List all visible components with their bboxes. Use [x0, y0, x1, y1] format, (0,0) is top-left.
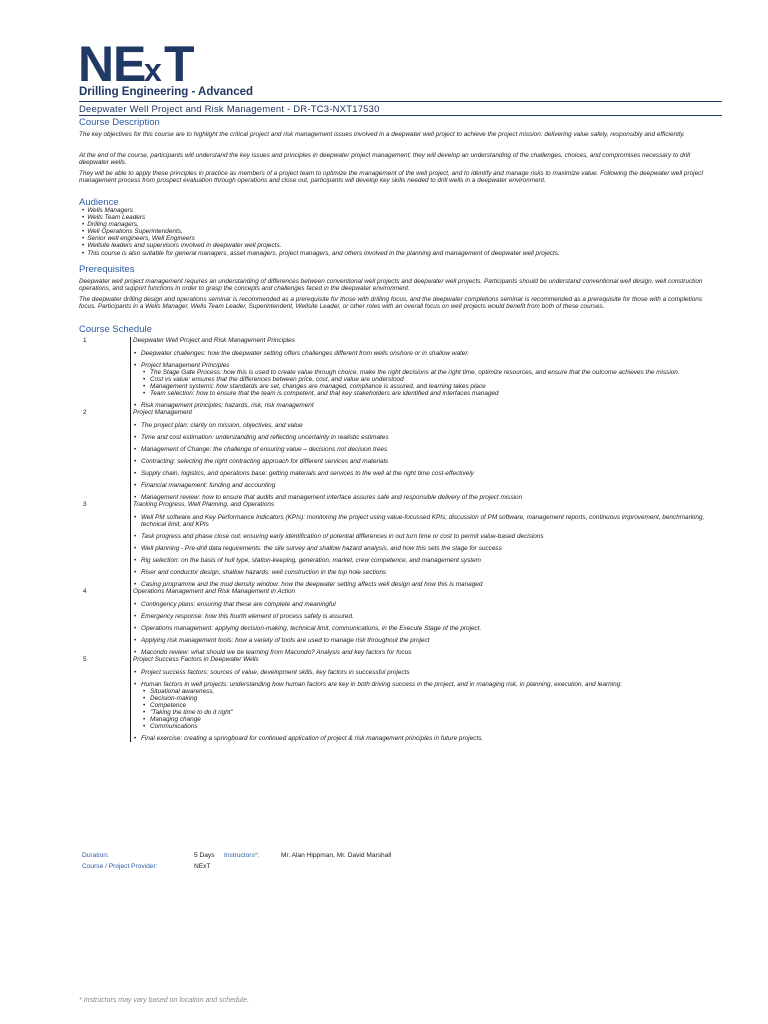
list-item: • Wells Team Leaders	[82, 214, 722, 221]
module-topic	[141, 569, 722, 576]
duration-value: 5 Days	[194, 852, 215, 859]
module-topic	[141, 613, 722, 620]
module-topic	[141, 557, 722, 564]
header-rule	[79, 101, 722, 102]
provider-value: NExT	[194, 863, 211, 870]
module-number: 1	[83, 337, 87, 344]
module-body	[130, 501, 722, 588]
topic-text: Applying risk management tools: how a variety of tools are used to manage risk throughout the project	[141, 637, 430, 644]
module-number: 4	[83, 588, 87, 595]
subtopic: • Team selection: how to ensure that the team is competent, and that key stakeholders are identified and interfaces managed	[150, 390, 722, 397]
module-topic	[141, 625, 722, 632]
subtopic: • Decision-making	[150, 695, 722, 702]
module-topic	[141, 494, 722, 501]
module-body	[130, 409, 722, 501]
module-topic-list	[133, 669, 722, 742]
module-topic	[141, 402, 722, 409]
topic-text: The project plan: clarity on mission, objectives, and value	[141, 422, 303, 429]
svg-text:T: T	[164, 36, 195, 84]
description-heading: Course Description	[79, 117, 160, 128]
module-title: Project Management	[133, 409, 192, 416]
topic-text: Macondo review: what should we be learning from Macondo? Analysis and key factors for focus	[141, 649, 412, 656]
subtopic: • Communications	[150, 723, 722, 730]
topic-text: Well PM software and Key Performance Indicators (KPIs): monitoring the project using value-focussed KPIs; discussion of PM software, management reports, continuous improvement, benchmarking, technical limit, and KPIs	[141, 514, 705, 528]
list-item: • Senior well engineers, Well Engineers	[82, 235, 722, 242]
module-number: 5	[83, 656, 87, 663]
module-topic	[141, 545, 722, 552]
prerequisites-paragraph: The deepwater drilling design and operations seminar is recommended as a prerequisite for those with drilling focus, and the deepwater completions seminar is recommended as a prerequisite for those with a completions focus. Participants in a Wells Manager, Wells Team Leader, Superintendent, Wellsite Leader, or other roles with an overall focus on well projects would benefit from both of these courses.	[79, 296, 703, 311]
prerequisites-heading: Prerequisites	[79, 264, 135, 275]
topic-text: Supply chain, logistics, and operations base: getting materials and services to the well at the right time cost-effectively	[141, 470, 474, 477]
module-topic	[141, 533, 722, 540]
next-logo	[78, 36, 204, 84]
module-topic	[141, 735, 722, 742]
subtopic-list	[141, 369, 722, 397]
subtopic: • Cost vs value: ensures that the differences between price, cost, and value are understood	[150, 376, 722, 383]
topic-text: Human factors in well projects: understanding how human factors are key in both driving success in the project, and in managing risk, in planning, execution, and learning:	[141, 681, 622, 688]
title-rule	[79, 115, 722, 116]
module-number: 3	[83, 501, 87, 508]
module-topic-list	[133, 422, 722, 501]
description-paragraph: The key objectives for this course are to highlight the critical project and risk management issues involved in a deepwater well project to achieve the project mission: delivering value safely, responsibly and efficiently.	[79, 131, 685, 138]
list-item: • Well Operations Superintendents,	[82, 228, 722, 235]
course-title: Deepwater Well Project and Risk Management - DR-TC3-NXT17530	[79, 104, 380, 115]
list-item: • This course is also suitable for general managers, asset managers, project managers, and others involved in the planning and management of deepwater well projects.	[82, 250, 722, 257]
module-topic	[141, 422, 722, 429]
module-topic-list	[133, 514, 722, 588]
module-body	[130, 656, 722, 742]
module-topic	[141, 637, 722, 644]
module-topic-list	[133, 350, 722, 409]
module-topic	[141, 681, 722, 730]
module-topic	[141, 458, 722, 465]
module-title: Project Success Factors in Deepwater Wells	[133, 656, 259, 663]
subtopic: • "Taking the time to do it right"	[150, 709, 722, 716]
subtopic: • Situational awareness,	[150, 688, 722, 695]
list-item: • Wellsite leaders and supervisors involved in deepwater well projects.	[82, 242, 722, 249]
subtopic: • The Stage Gate Process: how this is used to create value through choice, make the right decisions at the right time, optimize resources, and ensure that the outcome achieves the mission.	[150, 369, 722, 376]
topic-text: Deepwater challenges: how the deepwater setting offers challenges different from wells onshore or in shallow water.	[141, 350, 469, 357]
module-topic	[141, 482, 722, 489]
provider-label: Course / Project Provider:	[82, 863, 158, 870]
description-paragraph: At the end of the course, participants will understand the key issues and principles in deepwater project management; they will develop an understanding of the challenges, choices, and compromises necessary to drill deepwater wells.	[79, 152, 691, 167]
module-topic	[141, 514, 722, 528]
schedule-module	[79, 588, 722, 656]
audience-heading: Audience	[79, 197, 119, 208]
schedule-module	[79, 409, 722, 501]
svg-text:x: x	[144, 52, 162, 84]
module-topic	[141, 362, 722, 397]
module-body	[130, 337, 722, 409]
schedule-module	[79, 337, 722, 409]
topic-text: Task progress and phase close out: ensuring early identification of potential differences in out turn time or cost to permit value-based decisions	[141, 533, 544, 540]
topic-text: Riser and conductor design, shallow hazards: well construction in the top hole sections	[141, 569, 387, 576]
course-schedule	[79, 337, 722, 742]
module-topic	[141, 649, 722, 656]
subtopic-list	[141, 688, 722, 730]
module-title: Deepwater Well Project and Risk Management Principles	[133, 337, 295, 344]
schedule-module	[79, 656, 722, 742]
topic-text: Contracting: selecting the right contracting approach for different services and materials	[141, 458, 389, 465]
module-number: 2	[83, 409, 87, 416]
module-topic-list	[133, 601, 722, 656]
subtopic: • Competence	[150, 702, 722, 709]
duration-label: Duration:	[82, 852, 109, 859]
topic-text: Final exercise: creating a springboard for continued application of project & risk management principles in future projects.	[141, 735, 484, 742]
topic-text: Contingency plans: ensuring that these are complete and meaningful	[141, 601, 336, 608]
svg-text:N: N	[78, 36, 112, 84]
subtopic: • Managing change	[150, 716, 722, 723]
topic-text: Risk management principles; hazards, risk, risk management	[141, 402, 314, 409]
module-topic	[141, 446, 722, 453]
prerequisites-paragraph: Deepwater well project management requires an understanding of differences between conventional well projects and deepwater well projects. Participants should be understand conventional well design, well construction operations, and support functions in order to grasp the concepts and challenges faced in the deepwater environment.	[79, 278, 703, 293]
audience-list	[82, 207, 722, 257]
topic-text: Well planning - Pre-drill data requirements: the site survey and shallow hazard analysis, and how this sets the stage for success	[141, 545, 502, 552]
topic-text: Financial management: funding and accounting	[141, 482, 276, 489]
module-topic	[141, 470, 722, 477]
module-title: Operations Management and Risk Management in Action	[133, 588, 296, 595]
instructors-label: Instructors*:	[224, 852, 260, 859]
module-topic	[141, 601, 722, 608]
module-body	[130, 588, 722, 656]
topic-text: Project success factors: sources of value, development skills, key factors in successful projects	[141, 669, 410, 676]
description-paragraph: They will be able to apply these principles in practice as members of a project team to optimize the management of the well project, and to identify and manage risks to maximize value. Following the deepwater well project management process from prospect evaluation through operations and close out, participants will develop key skills needed to drill wells in a deepwater environment.	[79, 170, 704, 185]
module-topic	[141, 669, 722, 676]
topic-text: Rig selection: on the basis of hull type, station-keeping, generation, market, crew competence, and management system	[141, 557, 481, 564]
topic-text: Project Management Principles	[141, 362, 230, 369]
topic-text: Emergency response: how this fourth element of process safety is assured.	[141, 613, 354, 620]
module-topic	[141, 350, 722, 357]
subtopic: • Management systems: how standards are set, changes are managed, compliance is assured, and learning takes place	[150, 383, 722, 390]
module-topic	[141, 434, 722, 441]
module-topic	[141, 581, 722, 588]
list-item: • Wells Managers	[82, 207, 722, 214]
module-title: Tracking Progress, Well Planning, and Operations	[133, 501, 275, 508]
instructors-footnote: * Instructors may vary based on location and schedule.	[79, 997, 250, 1004]
svg-text:E: E	[113, 36, 144, 84]
topic-text: Management of Change: the challenge of ensuring value – decisions not decision trees	[141, 446, 388, 453]
topic-text: Management review: how to ensure that audits and management interface assures safe and responsible delivery of the project mission	[141, 494, 523, 501]
topic-text: Operations management: applying decision-making, technical limit, communications, in the Execute Stage of the project.	[141, 625, 482, 632]
topic-text: Casing programme and the mud density window: how the deepwater setting affects well design and how this is managed	[141, 581, 483, 588]
subject-title: Drilling Engineering - Advanced	[79, 86, 254, 98]
topic-text: Time and cost estimation: understanding and reflecting uncertainty in realistic estimates	[141, 434, 389, 441]
schedule-module	[79, 501, 722, 588]
instructors-value: Mr. Alan Hippman, Mr. David Marshall	[281, 852, 392, 859]
schedule-heading: Course Schedule	[79, 324, 152, 335]
list-item: • Drilling managers,	[82, 221, 722, 228]
